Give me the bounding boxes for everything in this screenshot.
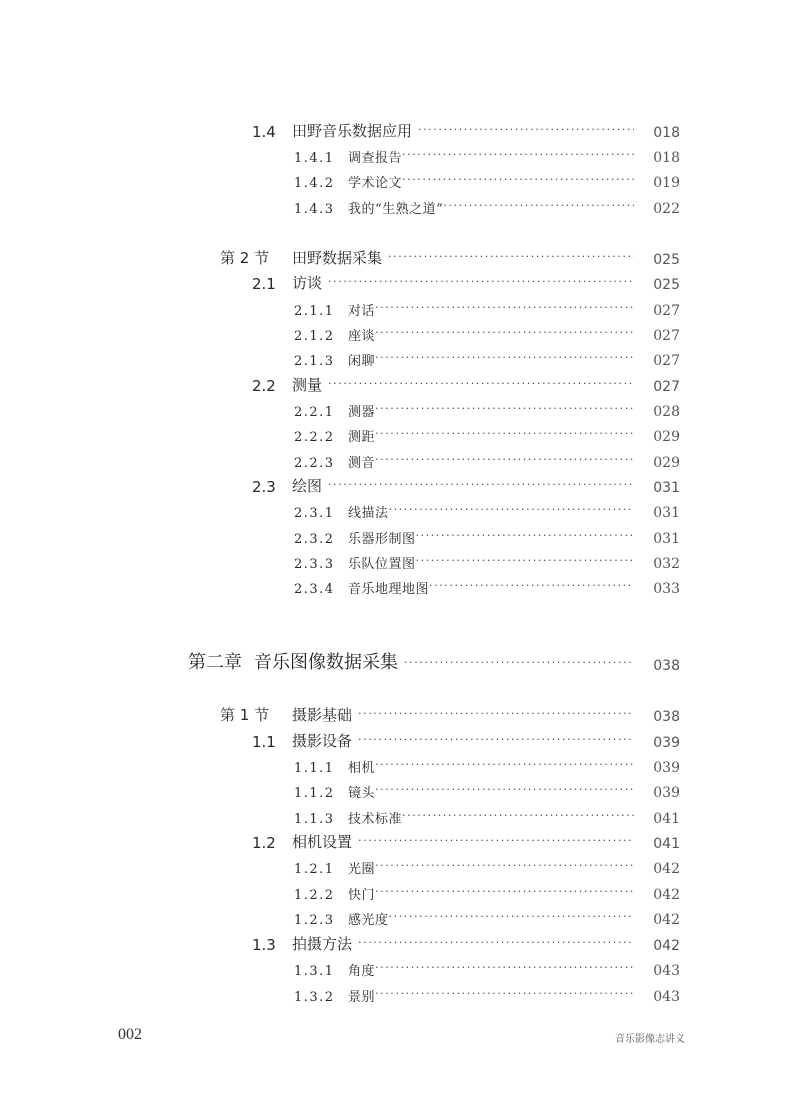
toc-entry [294,548,680,572]
toc-entry [294,142,680,166]
toc-entry-title: 测量 [292,376,323,394]
toc-entry-page: 039 [653,785,680,801]
toc-entry-page: 041 [653,836,680,852]
toc-entry-number: 第 2 节 [220,249,270,267]
toc-entry-title: 技术标准 [348,812,403,827]
toc-entry [252,117,680,141]
toc-leader-dots [328,377,634,390]
toc-entry-number: 1.4.2 [294,176,335,191]
toc-entry [294,345,680,369]
toc-entry-title: 访谈 [292,274,323,292]
toc-entry-page: 018 [653,150,680,166]
toc-entry-title: 音乐图像数据采集 [254,652,398,673]
toc-entry-title: 线描法 [348,506,389,521]
toc-entry [294,777,680,801]
toc-leader-dots [375,885,634,898]
toc-entry [220,701,680,725]
toc-leader-dots [404,656,634,669]
toc-entry-number: 1.1.3 [294,812,335,827]
toc-entry-page: 027 [653,303,680,319]
toc-entry-page: 027 [653,379,680,395]
toc-entry-title: 测距 [348,430,376,445]
toc-leader-dots [375,987,634,1000]
toc-entry-page: 028 [653,404,680,420]
toc-entry [294,396,680,420]
toc-entry [294,752,680,776]
toc-entry [294,167,680,191]
toc-entry-number: 1.2.1 [294,862,335,877]
toc-entry-number: 2.2.2 [294,430,335,445]
toc-entry-number: 1.1 [252,733,276,751]
toc-leader-dots [358,707,634,720]
toc-entry [252,727,680,751]
toc-entry-number: 1.3 [252,936,276,954]
toc-entry-number: 2.3.3 [294,557,335,572]
toc-entry-number: 2.2.3 [294,456,335,471]
toc-leader-dots [328,478,634,491]
toc-leader-dots [375,859,634,872]
toc-entry-title: 田野数据采集 [292,249,383,267]
toc-entry-number: 2.2.1 [294,405,335,420]
toc-entry-page: 032 [653,556,680,572]
toc-leader-dots [416,529,634,542]
toc-entry [294,853,680,877]
toc-entry-page: 029 [653,429,680,445]
toc-entry-number: 1.4 [252,123,276,141]
toc-entry [252,472,680,496]
toc-entry-page: 027 [653,353,680,369]
toc-entry-title: 对话 [348,304,376,319]
toc-entry [294,879,680,903]
toc-entry-page: 031 [653,531,680,547]
toc-entry-page: 038 [653,709,680,725]
toc-entry-title: 光圈 [348,862,376,877]
toc-entry-title: 绘图 [292,477,323,495]
toc-leader-dots [418,123,634,136]
toc-entry [294,320,680,344]
toc-entry [294,497,680,521]
toc-entry [294,904,680,928]
toc-leader-dots [389,910,634,923]
toc-entry [294,803,680,827]
toc-entry-page: 043 [653,989,680,1005]
toc-entry-title: 测器 [348,405,376,420]
toc-entry [252,828,680,852]
toc-leader-dots [375,783,634,796]
toc-leader-dots [402,809,634,822]
toc-entry-title: 座谈 [348,329,376,344]
toc-entry-page: 039 [653,760,680,776]
toc-entry-number: 2.1.2 [294,329,335,344]
toc-leader-dots [328,275,634,288]
toc-leader-dots [358,834,634,847]
toc-entry-page: 042 [653,887,680,903]
toc-entry [294,955,680,979]
toc-entry-title: 音乐地理地图 [348,582,430,597]
toc-entry-title: 摄影设备 [292,732,353,750]
toc-entry [294,447,680,471]
toc-leader-dots [375,427,634,440]
toc-entry-page: 025 [653,277,680,293]
toc-entry [220,244,680,268]
toc-leader-dots [375,402,634,415]
running-footer-title: 音乐影像志讲义 [615,1034,685,1045]
toc-entry-number: 2.2 [252,377,276,395]
toc-entry-title: 调查报告 [348,151,403,166]
toc-entry-page: 019 [653,175,680,191]
toc-entry-page: 031 [653,505,680,521]
toc-entry-number: 2.3 [252,478,276,496]
toc-leader-dots [358,936,634,949]
toc-entry-number: 2.1 [252,275,276,293]
toc-entry-page: 025 [653,252,680,268]
toc-entry-title: 乐队位置图 [348,557,416,572]
toc-entry [252,930,680,954]
toc-entry-page: 022 [653,201,680,217]
toc-leader-dots [375,351,634,364]
toc-entry-page: 038 [653,658,680,674]
toc-entry-number: 1.4.1 [294,151,335,166]
toc-entry-title: 相机 [348,761,376,776]
toc-entry-title: 我的“生熟之道” [348,202,444,217]
toc-entry-number: 1.2.3 [294,913,335,928]
toc-entry-title: 拍摄方法 [292,935,353,953]
toc-leader-dots [429,579,634,592]
toc-entry-page: 041 [653,811,680,827]
toc-entry-title: 镜头 [348,786,376,801]
toc-entry [252,269,680,293]
toc-leader-dots [375,326,634,339]
toc-leader-dots [389,503,634,516]
toc-entry-page: 042 [653,912,680,928]
toc-entry-number: 第 1 节 [220,706,270,724]
toc-entry-page: 029 [653,455,680,471]
toc-entry-number: 2.1.1 [294,304,335,319]
toc-entry-title: 田野音乐数据应用 [292,122,413,140]
toc-entry [294,421,680,445]
toc-leader-dots [388,250,634,263]
toc-entry [252,371,680,395]
toc-entry-number: 1.1.2 [294,786,335,801]
toc-entry-title: 乐器形制图 [348,532,416,547]
toc-leader-dots [375,961,634,974]
toc-leader-dots [416,554,634,567]
toc-entry-number: 1.2.2 [294,888,335,903]
toc-entry-number: 1.3.1 [294,964,335,979]
toc-entry-number: 2.3.2 [294,532,335,547]
toc-entry-page: 031 [653,480,680,496]
toc-entry-title: 摄影基础 [292,706,353,724]
toc-leader-dots [402,148,634,161]
toc-entry-number: 1.2 [252,834,276,852]
toc-leader-dots [402,173,634,186]
toc-entry [294,193,680,217]
toc-entry-page: 043 [653,963,680,979]
toc-entry-page: 018 [653,125,680,141]
toc-entry-number: 1.4.3 [294,202,335,217]
toc-entry-title: 闲聊 [348,354,376,369]
toc-entry-number: 1.3.2 [294,990,335,1005]
toc-entry-page: 033 [653,581,680,597]
toc-entry [294,295,680,319]
toc-entry [188,650,680,674]
toc-entry-page: 027 [653,328,680,344]
toc-entry-title: 测音 [348,456,376,471]
toc-entry-page: 042 [653,938,680,954]
page-number: 002 [118,1026,142,1043]
toc-entry [294,981,680,1005]
toc-entry-title: 快门 [348,888,376,903]
toc-entry-title: 学术论文 [348,176,403,191]
toc-entry [294,573,680,597]
toc-leader-dots [375,301,634,314]
toc-entry-number: 2.3.4 [294,582,335,597]
toc-entry [294,523,680,547]
toc-leader-dots [443,199,634,212]
toc-entry-title: 感光度 [348,913,389,928]
toc-entry-title: 景别 [348,990,376,1005]
toc-leader-dots [358,733,634,746]
toc-entry-title: 角度 [348,964,376,979]
toc-leader-dots [375,758,634,771]
toc-entry-page: 042 [653,861,680,877]
toc-entry-title: 相机设置 [292,833,353,851]
toc-entry-number: 2.1.3 [294,354,335,369]
toc-entry-number: 第二章 [188,652,242,673]
toc-entry-page: 039 [653,735,680,751]
toc-entry-number: 1.1.1 [294,761,335,776]
toc-entry-number: 2.3.1 [294,506,335,521]
toc-leader-dots [375,453,634,466]
